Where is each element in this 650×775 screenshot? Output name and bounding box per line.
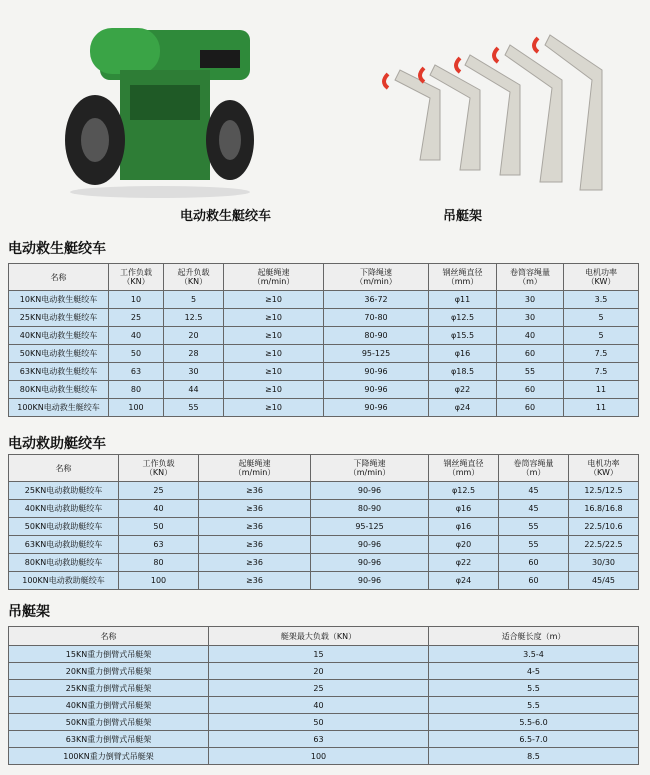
- table-cell: 80-90: [311, 500, 429, 518]
- row-name-cell: 40KN重力倒臂式吊艇架: [9, 697, 209, 714]
- table-cell: 40: [209, 697, 429, 714]
- table-cell: 6.5-7.0: [429, 731, 639, 748]
- davit-photo: [340, 10, 610, 195]
- table-cell: 25: [209, 680, 429, 697]
- table-cell: 40: [497, 327, 564, 345]
- table-cell: φ22: [429, 381, 497, 399]
- table-row: [9, 731, 639, 748]
- table-cell: 5: [564, 327, 639, 345]
- column-header: 卷筒容绳量 （m）: [497, 264, 564, 291]
- row-name-cell: 50KN电动救助艇绞车: [9, 518, 119, 536]
- row-name-cell: 63KN电动救助艇绞车: [9, 536, 119, 554]
- table-cell: 5.5-6.0: [429, 714, 639, 731]
- section-title-lifeboat-winch: 电动救生艇绞车: [8, 241, 106, 257]
- table-cell: 11: [564, 399, 639, 417]
- table-cell: φ15.5: [429, 327, 497, 345]
- table-cell: 100: [109, 399, 164, 417]
- table-cell: 5: [564, 309, 639, 327]
- table-cell: 28: [164, 345, 224, 363]
- table-cell: 80-90: [324, 327, 429, 345]
- table-cell: φ12.5: [429, 482, 499, 500]
- table-cell: 25: [109, 309, 164, 327]
- table-cell: 60: [497, 381, 564, 399]
- table-row: [9, 646, 639, 663]
- table-cell: 55: [164, 399, 224, 417]
- table-cell: 25: [119, 482, 199, 500]
- table-cell: ≥36: [199, 500, 311, 518]
- table-cell: ≥36: [199, 482, 311, 500]
- lifeboat-winch-table: [8, 263, 639, 417]
- row-name-cell: 100KN重力倒臂式吊艇架: [9, 748, 209, 765]
- table-cell: 50: [209, 714, 429, 731]
- table-cell: 90-96: [311, 536, 429, 554]
- column-header: 起升负载 （KN）: [164, 264, 224, 291]
- table-row: [9, 345, 639, 363]
- table-cell: 63: [109, 363, 164, 381]
- table-cell: 50: [109, 345, 164, 363]
- table-row: [9, 714, 639, 731]
- table-cell: ≥10: [224, 345, 324, 363]
- davit-table: [8, 626, 639, 765]
- table-row: [9, 536, 639, 554]
- column-header: 艇架最大负载（KN）: [209, 627, 429, 646]
- winch-caption: 电动救生艇绞车: [180, 209, 272, 224]
- table-cell: ≥10: [224, 399, 324, 417]
- row-name-cell: 25KN电动救助艇绞车: [9, 482, 119, 500]
- table-cell: 4-5: [429, 663, 639, 680]
- table-cell: φ11: [429, 291, 497, 309]
- table-cell: 60: [497, 399, 564, 417]
- table-cell: φ18.5: [429, 363, 497, 381]
- table-cell: 63: [209, 731, 429, 748]
- table-cell: 60: [499, 554, 569, 572]
- table-cell: 80: [119, 554, 199, 572]
- table-cell: 22.5/10.6: [569, 518, 639, 536]
- table-cell: 90-96: [311, 572, 429, 590]
- table-row: [9, 572, 639, 590]
- table-cell: 70-80: [324, 309, 429, 327]
- product-photos: [0, 0, 650, 225]
- table-cell: ≥10: [224, 363, 324, 381]
- table-cell: 90-96: [311, 554, 429, 572]
- table-cell: φ16: [429, 345, 497, 363]
- table-cell: 8.5: [429, 748, 639, 765]
- table-cell: 7.5: [564, 345, 639, 363]
- table-row: [9, 327, 639, 345]
- table-cell: ≥36: [199, 554, 311, 572]
- table-cell: 5.5: [429, 697, 639, 714]
- table-cell: 45: [499, 482, 569, 500]
- table-cell: 90-96: [324, 399, 429, 417]
- table-row: [9, 748, 639, 765]
- table-cell: 30: [164, 363, 224, 381]
- row-name-cell: 50KN电动救生艇绞车: [9, 345, 109, 363]
- table-cell: 7.5: [564, 363, 639, 381]
- row-name-cell: 63KN重力倒臂式吊艇架: [9, 731, 209, 748]
- row-name-cell: 25KN电动救生艇绞车: [9, 309, 109, 327]
- table-cell: 12.5: [164, 309, 224, 327]
- section-title-davit: 吊艇架: [8, 604, 50, 620]
- table-cell: 45: [499, 500, 569, 518]
- column-header: 下降绳速 （m/min）: [324, 264, 429, 291]
- row-name-cell: 40KN电动救生艇绞车: [9, 327, 109, 345]
- table-cell: φ22: [429, 554, 499, 572]
- table-cell: ≥36: [199, 536, 311, 554]
- table-row: [9, 663, 639, 680]
- table-cell: 90-96: [311, 482, 429, 500]
- table-cell: 40: [119, 500, 199, 518]
- column-header: 起艇绳速 （m/min）: [199, 455, 311, 482]
- table-cell: 60: [497, 345, 564, 363]
- row-name-cell: 63KN电动救生艇绞车: [9, 363, 109, 381]
- table-cell: 5: [164, 291, 224, 309]
- column-header: 下降绳速 （m/min）: [311, 455, 429, 482]
- row-name-cell: 100KN电动救助艇绞车: [9, 572, 119, 590]
- table-cell: φ20: [429, 536, 499, 554]
- table-cell: 45/45: [569, 572, 639, 590]
- table-cell: 60: [499, 572, 569, 590]
- table-cell: ≥10: [224, 309, 324, 327]
- column-header: 工作负载 （KN）: [119, 455, 199, 482]
- table-cell: 20: [209, 663, 429, 680]
- table-cell: φ16: [429, 500, 499, 518]
- row-name-cell: 80KN电动救助艇绞车: [9, 554, 119, 572]
- table-cell: 12.5/12.5: [569, 482, 639, 500]
- table-cell: φ24: [429, 572, 499, 590]
- column-header: 卷筒容绳量 （m）: [499, 455, 569, 482]
- table-cell: 55: [497, 363, 564, 381]
- table-cell: 55: [499, 518, 569, 536]
- column-header: 起艇绳速 （m/min）: [224, 264, 324, 291]
- column-header: 钢丝绳直径 （mm）: [429, 455, 499, 482]
- column-header: 工作负载 （KN）: [109, 264, 164, 291]
- table-cell: 16.8/16.8: [569, 500, 639, 518]
- table-row: [9, 697, 639, 714]
- table-cell: φ24: [429, 399, 497, 417]
- table-cell: ≥10: [224, 327, 324, 345]
- row-name-cell: 100KN电动救生艇绞车: [9, 399, 109, 417]
- column-header: 名称: [9, 627, 209, 646]
- table-cell: 30/30: [569, 554, 639, 572]
- table-cell: ≥10: [224, 291, 324, 309]
- column-header: 电机功率 （KW）: [564, 264, 639, 291]
- table-cell: 80: [109, 381, 164, 399]
- table-cell: 15: [209, 646, 429, 663]
- table-cell: 30: [497, 309, 564, 327]
- table-cell: 3.5: [564, 291, 639, 309]
- row-name-cell: 40KN电动救助艇绞车: [9, 500, 119, 518]
- table-cell: 30: [497, 291, 564, 309]
- row-name-cell: 15KN重力倒臂式吊艇架: [9, 646, 209, 663]
- table-row: [9, 381, 639, 399]
- table-cell: 3.5-4: [429, 646, 639, 663]
- table-cell: 5.5: [429, 680, 639, 697]
- column-header: 适合艇长度（m）: [429, 627, 639, 646]
- table-cell: 100: [209, 748, 429, 765]
- table-cell: 63: [119, 536, 199, 554]
- column-header: 名称: [9, 455, 119, 482]
- table-cell: 11: [564, 381, 639, 399]
- table-cell: φ12.5: [429, 309, 497, 327]
- table-row: [9, 554, 639, 572]
- table-cell: 36-72: [324, 291, 429, 309]
- table-row: [9, 500, 639, 518]
- table-row: [9, 680, 639, 697]
- row-name-cell: 10KN电动救生艇绞车: [9, 291, 109, 309]
- row-name-cell: 50KN重力倒臂式吊艇架: [9, 714, 209, 731]
- column-header: 钢丝绳直径 （mm）: [429, 264, 497, 291]
- table-cell: 40: [109, 327, 164, 345]
- table-cell: ≥36: [199, 518, 311, 536]
- table-cell: ≥10: [224, 381, 324, 399]
- table-cell: 95-125: [324, 345, 429, 363]
- rescue-winch-table: [8, 454, 639, 590]
- table-cell: 10: [109, 291, 164, 309]
- davit-caption: 吊艇架: [443, 209, 483, 224]
- table-row: [9, 291, 639, 309]
- table-cell: 90-96: [324, 363, 429, 381]
- column-header: 电机功率 （KW）: [569, 455, 639, 482]
- table-cell: φ16: [429, 518, 499, 536]
- table-cell: 50: [119, 518, 199, 536]
- table-cell: 44: [164, 381, 224, 399]
- table-cell: 95-125: [311, 518, 429, 536]
- row-name-cell: 20KN重力倒臂式吊艇架: [9, 663, 209, 680]
- column-header: 名称: [9, 264, 109, 291]
- table-row: [9, 399, 639, 417]
- table-cell: 55: [499, 536, 569, 554]
- row-name-cell: 80KN电动救生艇绞车: [9, 381, 109, 399]
- section-title-rescue-winch: 电动救助艇绞车: [8, 436, 106, 452]
- row-name-cell: 25KN重力倒臂式吊艇架: [9, 680, 209, 697]
- table-cell: 20: [164, 327, 224, 345]
- table-row: [9, 518, 639, 536]
- table-row: [9, 309, 639, 327]
- table-cell: ≥36: [199, 572, 311, 590]
- table-cell: 90-96: [324, 381, 429, 399]
- table-cell: 22.5/22.5: [569, 536, 639, 554]
- table-cell: 100: [119, 572, 199, 590]
- table-row: [9, 482, 639, 500]
- winch-photo: [60, 10, 260, 200]
- table-row: [9, 363, 639, 381]
